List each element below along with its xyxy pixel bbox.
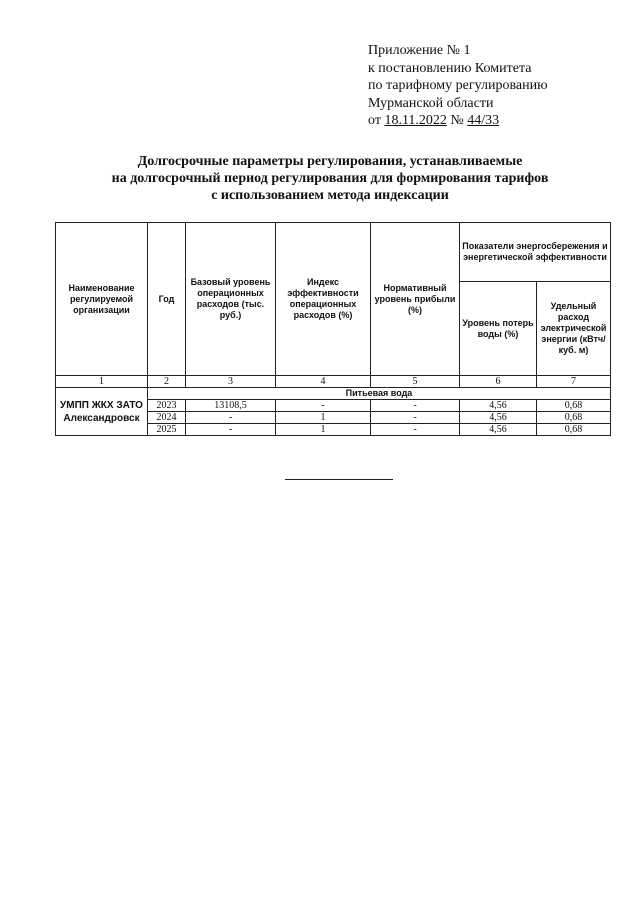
cell-loss: 4,56 xyxy=(460,400,537,412)
header-profit: Нормативный уровень прибыли (%) xyxy=(371,223,460,376)
appendix-block xyxy=(368,42,628,130)
resolution-number: 44/33 xyxy=(467,113,500,128)
resolution-date: 18.11.2022 xyxy=(384,113,447,128)
cell-base: 13108,5 xyxy=(186,400,276,412)
cell-year: 2024 xyxy=(148,412,186,424)
section-label: Питьевая вода xyxy=(148,388,611,400)
header-energy-group: Показатели энергосбережения и энергетической эффективности xyxy=(460,223,611,282)
cell-consumption: 0,68 xyxy=(537,400,611,412)
header-year: Год xyxy=(148,223,186,376)
appendix-line: к постановлению Комитета xyxy=(368,60,532,76)
cell-base: - xyxy=(186,424,276,436)
parameters-table xyxy=(55,222,611,436)
column-number: 2 xyxy=(148,376,186,388)
title-line: с использованием метода индексации xyxy=(211,188,449,203)
header-index: Индекс эффективности операционных расходов (%) xyxy=(276,223,371,376)
header-base: Базовый уровень операционных расходов (тыс. руб.) xyxy=(186,223,276,376)
title-line: на долгосрочный период регулирования для формирования тарифов xyxy=(111,171,549,186)
cell-profit: - xyxy=(371,412,460,424)
column-number: 7 xyxy=(537,376,611,388)
appendix-line: Приложение № 1 xyxy=(368,43,471,58)
organization-name: УМПП ЖКХ ЗАТО Александровск xyxy=(56,388,148,436)
cell-year: 2023 xyxy=(148,400,186,412)
appendix-line: по тарифному регулированию xyxy=(368,78,548,93)
document-title xyxy=(60,153,600,204)
column-number-row xyxy=(56,376,611,388)
table-header-row xyxy=(56,223,611,282)
header-loss: Уровень потерь воды (%) xyxy=(460,282,537,376)
cell-index: - xyxy=(276,400,371,412)
cell-loss: 4,56 xyxy=(460,424,537,436)
column-number: 6 xyxy=(460,376,537,388)
header-consumption: Удельный расход электрической энергии (кВтч/куб. м) xyxy=(537,282,611,376)
column-number: 5 xyxy=(371,376,460,388)
number-prefix: № xyxy=(446,113,468,128)
date-prefix: от xyxy=(368,113,385,128)
cell-profit: - xyxy=(371,400,460,412)
cell-profit: - xyxy=(371,424,460,436)
cell-consumption: 0,68 xyxy=(537,412,611,424)
column-number: 4 xyxy=(276,376,371,388)
appendix-line: Мурманской области xyxy=(368,95,494,111)
cell-index: 1 xyxy=(276,412,371,424)
section-row xyxy=(56,388,611,400)
header-org: Наименование регулируемой организации xyxy=(56,223,148,376)
cell-base: - xyxy=(186,412,276,424)
closing-rule xyxy=(285,479,393,480)
cell-consumption: 0,68 xyxy=(537,424,611,436)
title-line: Долгосрочные параметры регулирования, устанавливаемые xyxy=(137,154,523,169)
appendix-date-line xyxy=(368,112,628,130)
column-number: 3 xyxy=(186,376,276,388)
cell-index: 1 xyxy=(276,424,371,436)
column-number: 1 xyxy=(56,376,148,388)
cell-year: 2025 xyxy=(148,424,186,436)
cell-loss: 4,56 xyxy=(460,412,537,424)
